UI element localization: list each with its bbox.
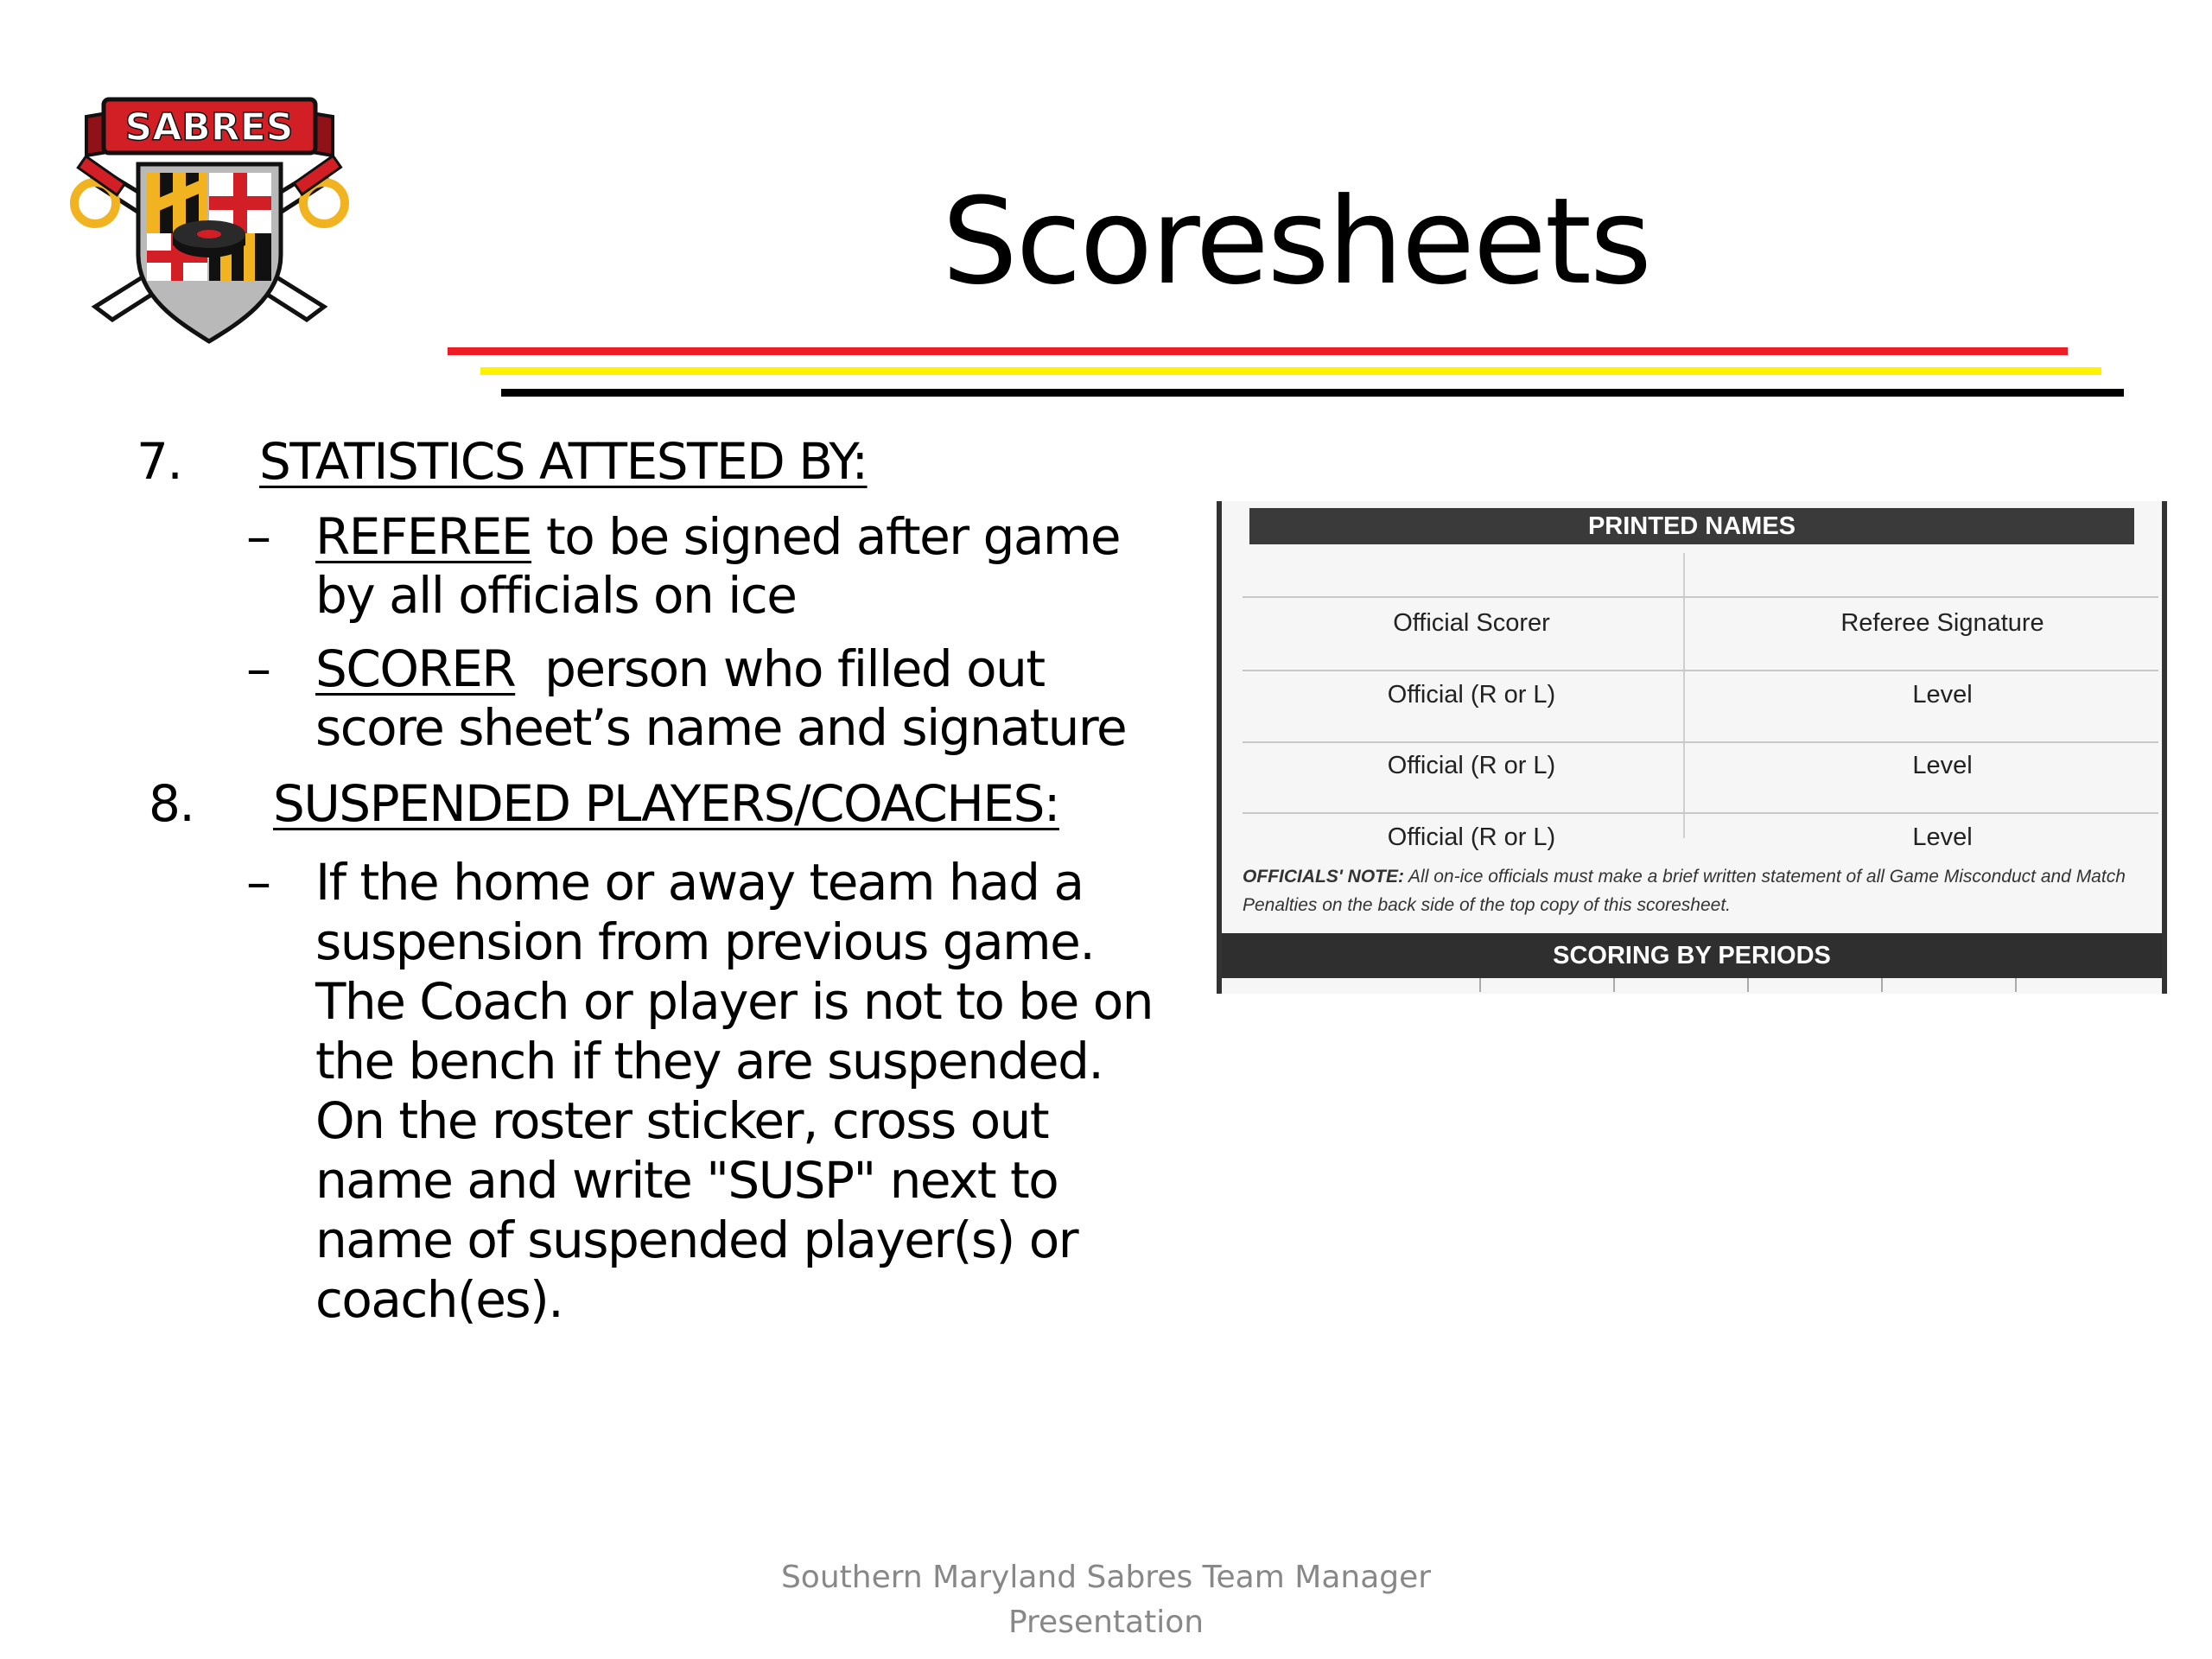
bullet-referee: [315, 507, 1309, 625]
scoresheet-section-header: SCORING BY PERIODS: [1222, 933, 2162, 978]
scoresheet-rule: [1243, 596, 2158, 598]
bullet-text: to be signed after game: [531, 507, 1121, 566]
bullet-line: If the home or away team had a: [315, 853, 1084, 912]
footer-line: Presentation: [1007, 1605, 1205, 1640]
scoresheet-ticks: [1217, 978, 2167, 994]
bullet-line: score sheet’s name and signature: [315, 698, 1127, 757]
bullet-line: name and write "SUSP" next to: [315, 1151, 1058, 1210]
bullet-dash: –: [246, 639, 270, 698]
scoresheet-cell: Referee Signature: [1840, 609, 2044, 637]
scoresheet-cell: Official (R or L): [1387, 752, 1556, 779]
scoresheet-cell: Official (R or L): [1387, 823, 1556, 851]
bullet-scorer: [315, 639, 1309, 757]
bullet-line: the bench if they are suspended.: [315, 1032, 1103, 1090]
rule-black: [501, 389, 2124, 397]
scoresheet-cell: Official (R or L): [1387, 681, 1556, 709]
bullet-term: REFEREE: [315, 507, 532, 566]
scoresheet-cell: Official Scorer: [1393, 609, 1550, 637]
scoresheet-border: [2162, 501, 2167, 994]
scoresheet-cell: Level: [1912, 681, 1973, 709]
bullet-line: coach(es).: [315, 1270, 563, 1329]
scoresheet-border: [1217, 501, 1222, 994]
bullet-line: by all officials on ice: [315, 566, 797, 625]
footer-line: Southern Maryland Sabres Team Manager: [780, 1560, 1432, 1595]
officials-note-text: All on-ice officials must make a brief written statement of all Game Misconduct and Match Penalties on the back side of the top copy of this scoresheet.: [1243, 867, 2126, 915]
bullet-dash: –: [246, 853, 270, 912]
item-heading: STATISTICS ATTESTED BY:: [259, 432, 868, 491]
bullet-line: suspension from previous game.: [315, 912, 1095, 971]
scoresheet-cell: Level: [1912, 752, 1973, 779]
bullet-line: The Coach or player is not to be on: [315, 972, 1153, 1031]
scoresheet-rule: [1243, 670, 2158, 671]
bullet-line: [315, 639, 1309, 698]
bullet-suspension: [315, 853, 1309, 1330]
scoresheet-header: PRINTED NAMES: [1249, 508, 2134, 544]
sabres-logo: [60, 82, 359, 350]
scoresheet-image: [1217, 501, 2167, 994]
scoresheet-rule: [1243, 741, 2158, 743]
rule-yellow: [480, 367, 2101, 375]
slide-footer: [674, 1555, 1538, 1645]
item-heading: SUSPENDED PLAYERS/COACHES:: [273, 774, 1059, 833]
item-number: 7.: [137, 432, 182, 491]
scoresheet-cell: Level: [1912, 823, 1973, 851]
item-number: 8.: [149, 774, 194, 833]
officials-note: [1243, 862, 2150, 919]
bullet-text: person who filled out: [515, 639, 1045, 698]
bullet-dash: –: [246, 507, 270, 566]
bullet-term: SCORER: [315, 639, 516, 698]
slide-title: Scoresheets: [942, 172, 1650, 311]
bullet-line: name of suspended player(s) or: [315, 1211, 1078, 1269]
scoresheet-rule: [1243, 812, 2158, 814]
rule-red: [448, 347, 2068, 355]
logo-text: SABRES: [124, 105, 294, 149]
officials-note-label: OFFICIALS' NOTE:: [1243, 867, 1404, 887]
bullet-line: [315, 507, 1309, 566]
bullet-line: On the roster sticker, cross out: [315, 1091, 1049, 1150]
